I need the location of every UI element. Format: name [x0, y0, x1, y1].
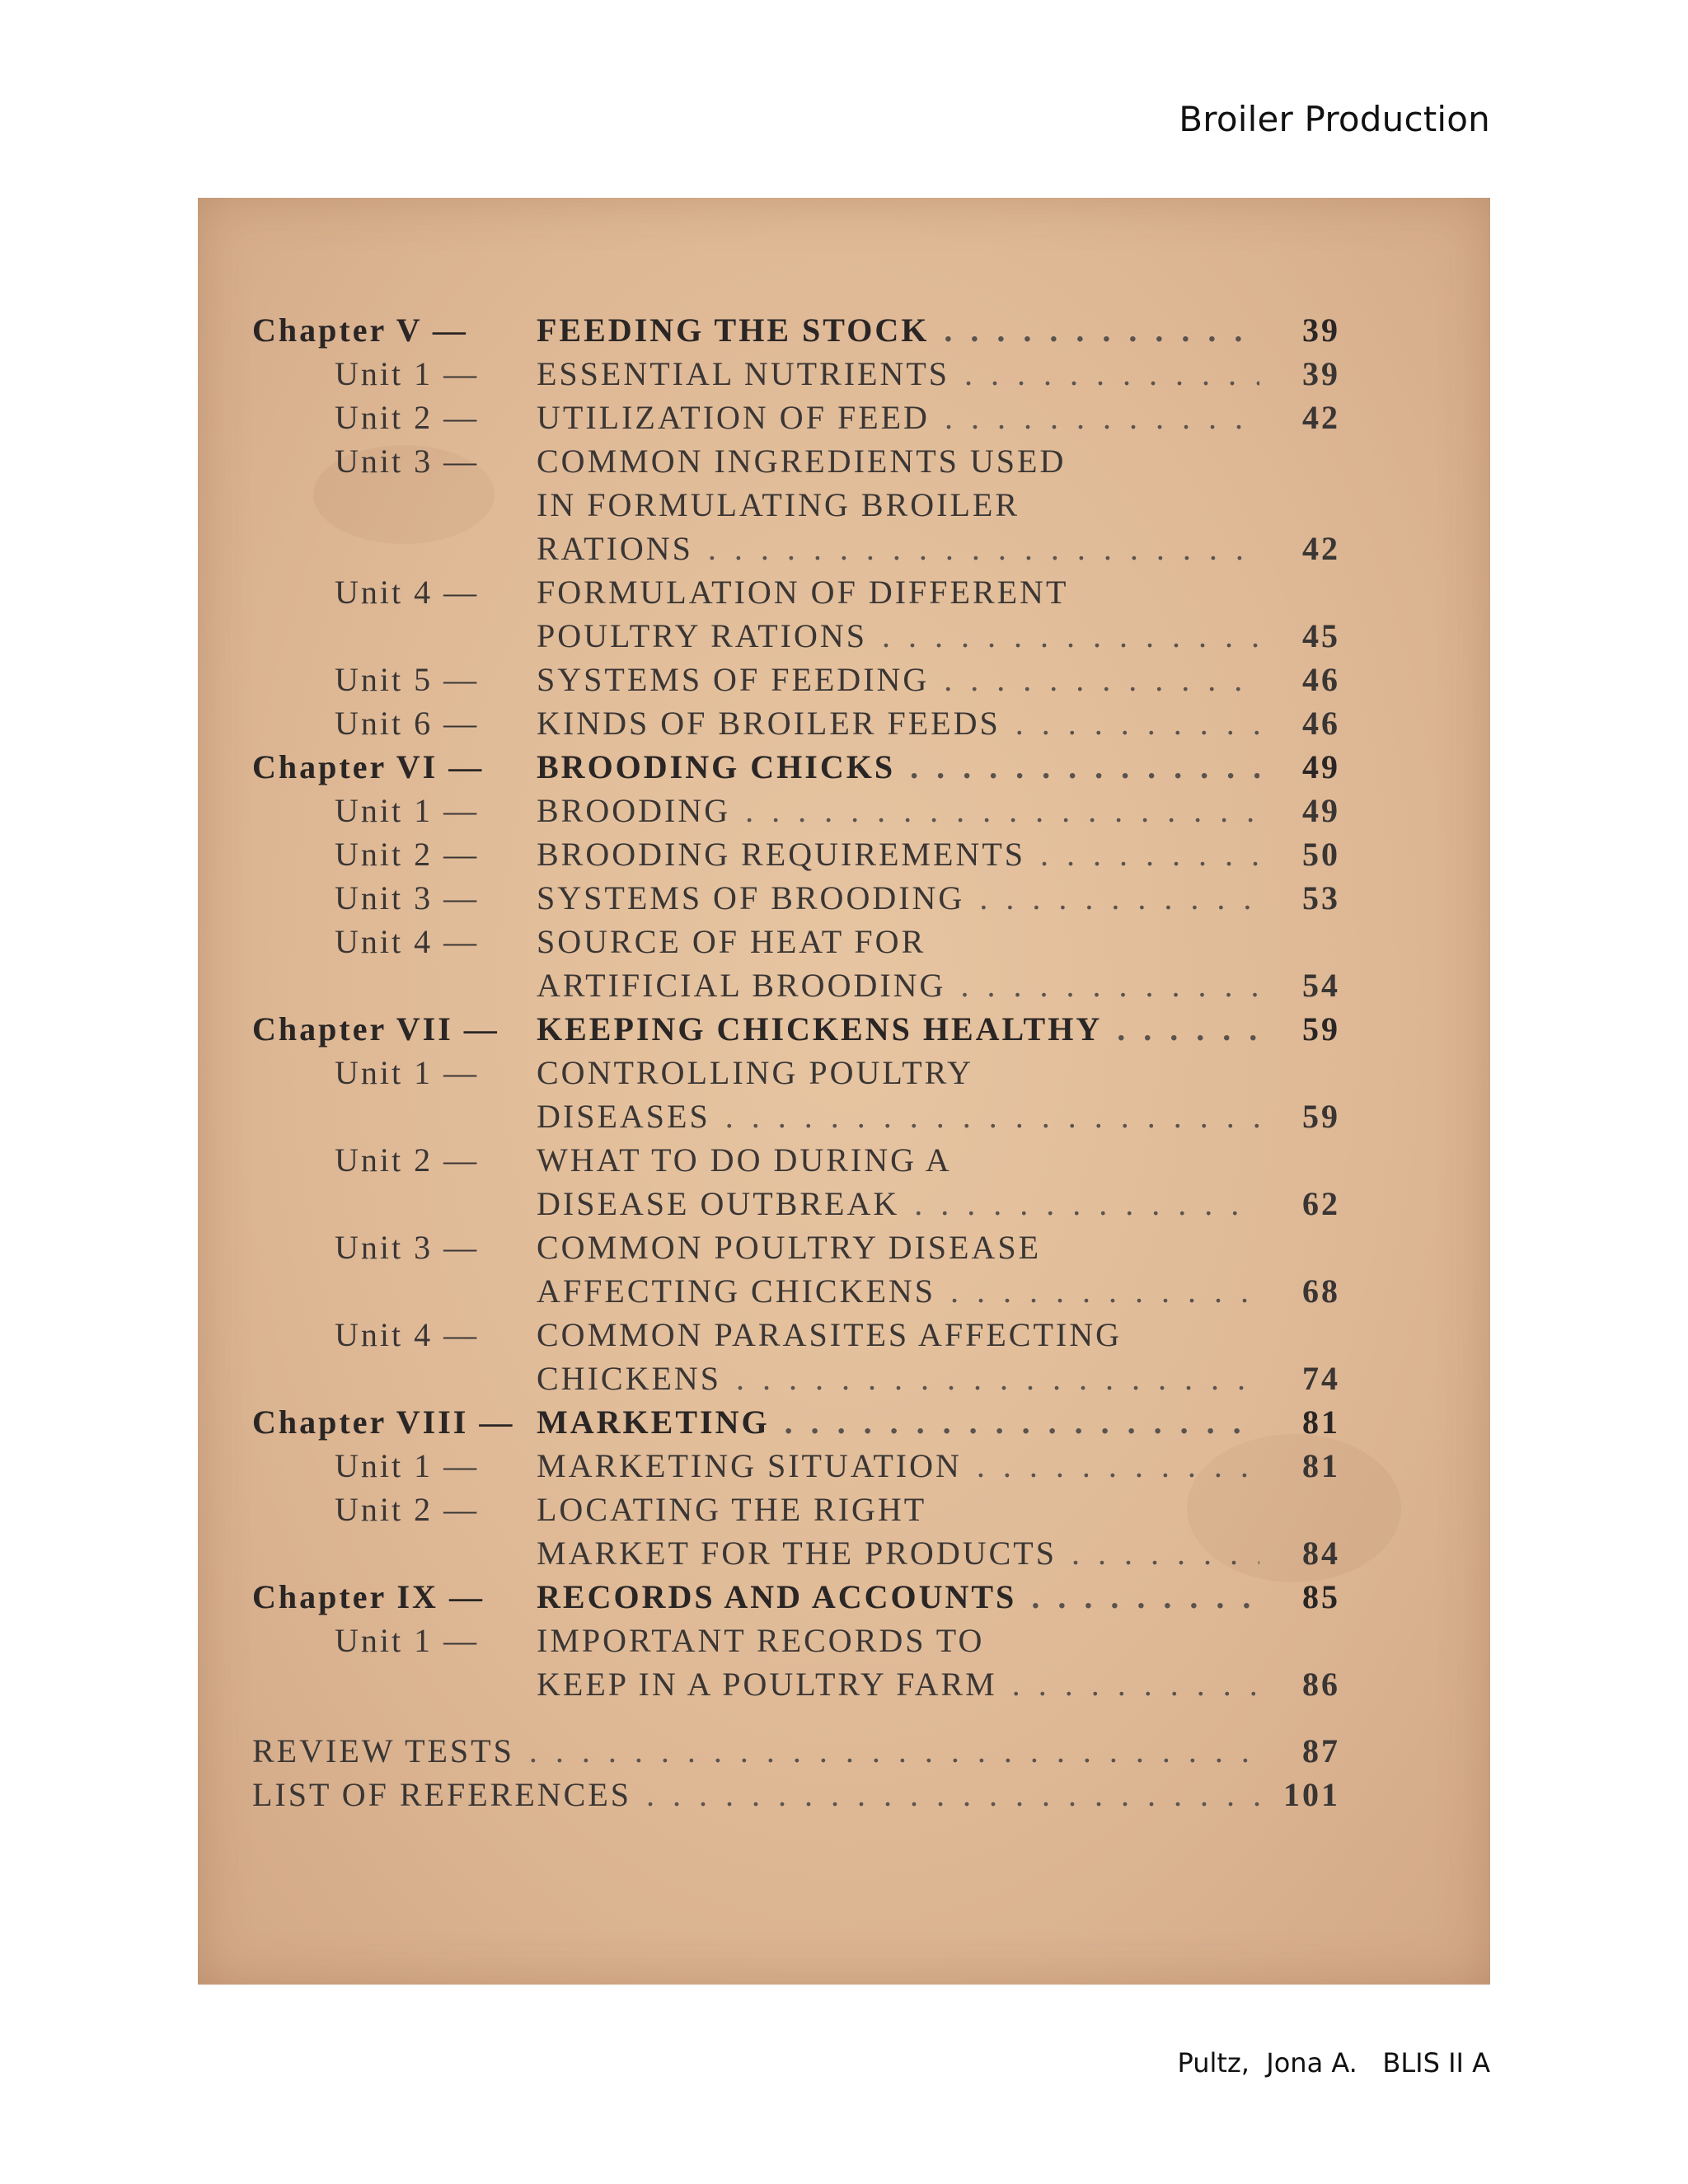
toc-entry-label: Chapter VII —: [252, 1010, 499, 1047]
toc-leader-dots: [1015, 701, 1259, 745]
toc-entry-title: UTILIZATION OF FEED: [537, 399, 930, 436]
toc-entry-title: WHAT TO DO DURING A: [537, 1141, 952, 1179]
toc-entry-title: ESSENTIAL NUTRIENTS: [537, 355, 950, 392]
toc-entry-label: Unit 1 —: [335, 792, 480, 829]
toc-chapter-entry: [252, 1007, 1340, 1051]
toc-chapter-entry: [252, 745, 1340, 789]
toc-page-number: 39: [1302, 312, 1340, 349]
toc-unit-entry: [252, 1357, 1340, 1400]
toc-unit-entry: [252, 1051, 1340, 1094]
toc-entry-title: RECORDS AND ACCOUNTS: [537, 1578, 1017, 1615]
toc-chapter-entry: [252, 1400, 1340, 1444]
toc-entry-label: Unit 1 —: [335, 355, 480, 392]
toc-page-number: 39: [1302, 355, 1340, 392]
toc-entry-title: SYSTEMS OF FEEDING: [537, 661, 930, 698]
toc-entry-title: CHICKENS: [537, 1360, 722, 1397]
toc-entry-label: Unit 1 —: [335, 1447, 480, 1484]
toc-leader-dots: [1117, 1007, 1259, 1051]
toc-entry-title: MARKETING: [537, 1404, 770, 1441]
toc-entry-title: REVIEW TESTS: [252, 1732, 514, 1769]
toc-page-number: 81: [1302, 1447, 1340, 1484]
toc-entry-title: COMMON PARASITES AFFECTING: [537, 1316, 1122, 1353]
toc-unit-entry: [252, 832, 1340, 876]
toc-unit-entry: [252, 658, 1340, 701]
toc-unit-entry: [252, 527, 1340, 570]
toc-leader-dots: [977, 1444, 1259, 1488]
running-footer: Pultz, Jona A. BLIS II A: [1177, 2047, 1490, 2079]
toc-leader-dots: [979, 876, 1259, 920]
toc-entry-title: DISEASES: [537, 1098, 710, 1135]
toc-entry-title: IN FORMULATING BROILER: [537, 486, 1020, 523]
toc-entry-title: CONTROLLING POULTRY: [537, 1054, 973, 1091]
toc-leader-dots: [964, 352, 1259, 396]
toc-entry-title: POULTRY RATIONS: [537, 617, 867, 654]
toc-leader-dots: [910, 745, 1259, 789]
toc-entry-title: FEEDING THE STOCK: [537, 312, 930, 349]
toc-page-number: 49: [1302, 792, 1340, 829]
toc-entry-label: Unit 4 —: [335, 1316, 480, 1353]
toc-entry-title: BROODING REQUIREMENTS: [537, 836, 1025, 873]
toc-entry-label: Unit 2 —: [335, 399, 480, 436]
toc-entry-label: Unit 1 —: [335, 1054, 480, 1091]
toc-entry-label: Unit 4 —: [335, 923, 480, 960]
toc-page-number: 81: [1302, 1404, 1340, 1441]
toc-leader-dots: [1012, 1662, 1259, 1706]
toc-page-number: 87: [1302, 1732, 1340, 1769]
toc-entry-label: Unit 5 —: [335, 661, 480, 698]
toc-chapter-entry: [252, 1575, 1340, 1619]
toc-unit-entry: [252, 1662, 1340, 1706]
toc-entry-title: FORMULATION OF DIFFERENT: [537, 574, 1069, 611]
toc-entry-label: Unit 6 —: [335, 705, 480, 742]
toc-entry-title: RATIONS: [537, 530, 693, 567]
toc-page-number: 50: [1302, 836, 1340, 873]
toc-entry-title: LOCATING THE RIGHT: [537, 1491, 927, 1528]
toc-leader-dots: [914, 1182, 1259, 1226]
toc-entry-title: ARTIFICIAL BROODING: [537, 967, 946, 1004]
toc-page-number: 59: [1302, 1098, 1340, 1135]
toc-entry-title: MARKETING SITUATION: [537, 1447, 962, 1484]
toc-page-number: 68: [1302, 1272, 1340, 1310]
toc-unit-entry: [252, 483, 1340, 527]
toc-leader-dots: [945, 396, 1259, 439]
toc-page-number: 42: [1302, 399, 1340, 436]
toc-unit-entry: [252, 1444, 1340, 1488]
toc-page-number: 74: [1302, 1360, 1340, 1397]
toc-entry-label: Unit 3 —: [335, 1229, 480, 1266]
toc-unit-entry: [252, 1313, 1340, 1357]
toc-entry-title: MARKET FOR THE PRODUCTS: [537, 1535, 1057, 1572]
toc-leader-dots: [950, 1269, 1259, 1313]
toc-leader-dots: [745, 789, 1259, 832]
toc-page-number: 101: [1283, 1776, 1340, 1813]
toc-entry-title: AFFECTING CHICKENS: [537, 1272, 936, 1310]
toc-entry-title: LIST OF REFERENCES: [252, 1776, 631, 1813]
toc-entry-title: IMPORTANT RECORDS TO: [537, 1622, 985, 1659]
toc-leader-dots: [1071, 1531, 1259, 1575]
toc-entry-label: Unit 3 —: [335, 443, 480, 480]
toc-leader-dots: [882, 614, 1259, 658]
toc-entry-label: Chapter V —: [252, 312, 468, 349]
toc-page-number: 85: [1302, 1578, 1340, 1615]
toc-page-number: 84: [1302, 1535, 1340, 1572]
toc-entry-label: Unit 2 —: [335, 836, 480, 873]
toc-leader-dots: [1040, 832, 1259, 876]
toc-leader-dots: [646, 1773, 1259, 1816]
toc-unit-entry: [252, 701, 1340, 745]
toc-unit-entry: [252, 614, 1340, 658]
table-of-contents: [252, 308, 1340, 1816]
toc-unit-entry: [252, 1094, 1340, 1138]
toc-page-number: 46: [1302, 705, 1340, 742]
running-header: Broiler Production: [1179, 99, 1490, 139]
toc-entry-title: BROODING: [537, 792, 731, 829]
toc-unit-entry: [252, 920, 1340, 963]
toc-entry-title: COMMON POULTRY DISEASE: [537, 1229, 1042, 1266]
toc-entry-title: DISEASE OUTBREAK: [537, 1185, 900, 1222]
toc-entry-label: Unit 2 —: [335, 1141, 480, 1179]
toc-backmatter-entry: [252, 1773, 1340, 1816]
toc-unit-entry: [252, 1619, 1340, 1662]
toc-unit-entry: [252, 439, 1340, 483]
toc-unit-entry: [252, 1531, 1340, 1575]
toc-unit-entry: [252, 570, 1340, 614]
toc-entry-title: KEEPING CHICKENS HEALTHY: [537, 1010, 1103, 1047]
toc-leader-dots: [960, 963, 1259, 1007]
toc-unit-entry: [252, 1226, 1340, 1269]
toc-entry-title: SOURCE OF HEAT FOR: [537, 923, 926, 960]
toc-entry-title: KEEP IN A POULTRY FARM: [537, 1666, 997, 1703]
toc-page-number: 54: [1302, 967, 1340, 1004]
toc-page-number: 42: [1302, 530, 1340, 567]
toc-page-number: 46: [1302, 661, 1340, 698]
toc-unit-entry: [252, 789, 1340, 832]
toc-leader-dots: [725, 1094, 1259, 1138]
toc-entry-title: BROODING CHICKS: [537, 748, 896, 785]
toc-entry-label: Unit 1 —: [335, 1622, 480, 1659]
toc-entry-label: Chapter VIII —: [252, 1404, 515, 1441]
toc-spacer: [252, 1706, 1340, 1729]
toc-backmatter-entry: [252, 1729, 1340, 1773]
toc-entry-label: Unit 4 —: [335, 574, 480, 611]
toc-page-number: 45: [1302, 617, 1340, 654]
toc-leader-dots: [708, 527, 1259, 570]
toc-entry-label: Unit 2 —: [335, 1491, 480, 1528]
toc-unit-entry: [252, 396, 1340, 439]
toc-page-number: 49: [1302, 748, 1340, 785]
toc-entry-label: Chapter IX —: [252, 1578, 485, 1615]
toc-page-number: 53: [1302, 879, 1340, 916]
toc-unit-entry: [252, 1182, 1340, 1226]
toc-page-number: 62: [1302, 1185, 1340, 1222]
toc-leader-dots: [944, 658, 1259, 701]
toc-page-number: 59: [1302, 1010, 1340, 1047]
toc-leader-dots: [529, 1729, 1259, 1773]
toc-leader-dots: [736, 1357, 1259, 1400]
toc-unit-entry: [252, 1138, 1340, 1182]
toc-entry-label: Unit 3 —: [335, 879, 480, 916]
toc-unit-entry: [252, 1488, 1340, 1531]
toc-unit-entry: [252, 1269, 1340, 1313]
toc-entry-title: SYSTEMS OF BROODING: [537, 879, 965, 916]
scanned-toc-page: [198, 198, 1490, 1985]
toc-entry-title: COMMON INGREDIENTS USED: [537, 443, 1067, 480]
toc-unit-entry: [252, 963, 1340, 1007]
toc-page-number: 86: [1302, 1666, 1340, 1703]
toc-chapter-entry: [252, 308, 1340, 352]
toc-leader-dots: [1031, 1575, 1259, 1619]
toc-unit-entry: [252, 876, 1340, 920]
toc-unit-entry: [252, 352, 1340, 396]
toc-leader-dots: [944, 308, 1259, 352]
toc-entry-label: Chapter VI —: [252, 748, 485, 785]
toc-entry-title: KINDS OF BROILER FEEDS: [537, 705, 1001, 742]
toc-leader-dots: [785, 1400, 1259, 1444]
